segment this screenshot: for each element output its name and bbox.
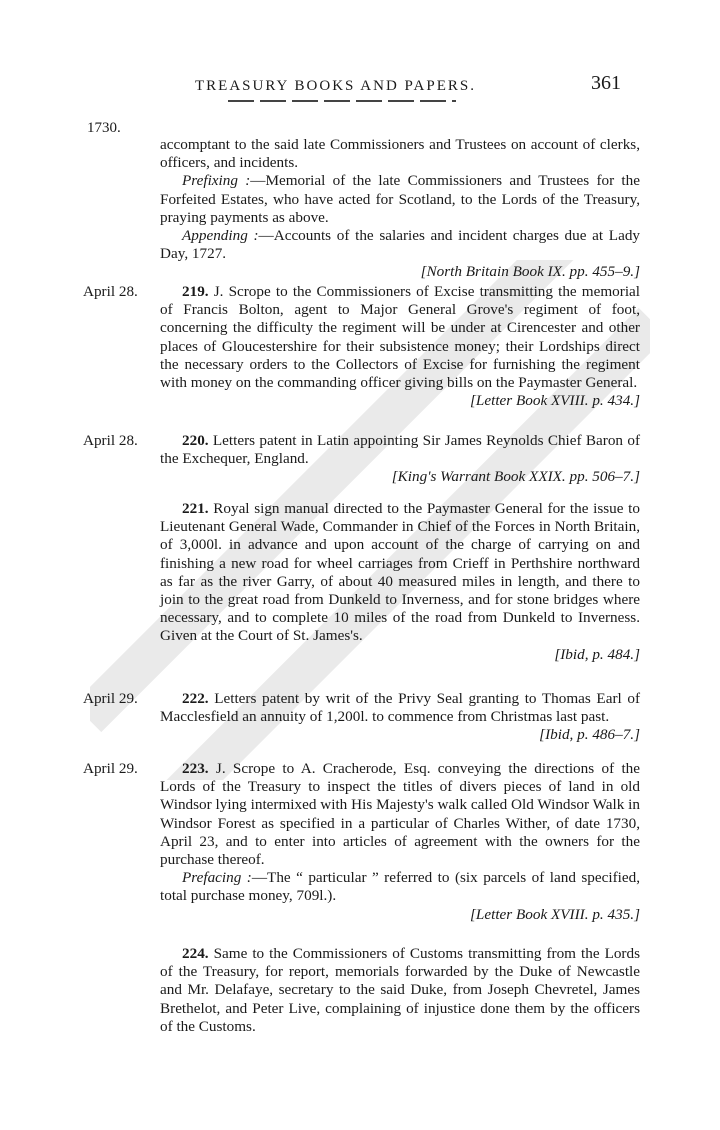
entry-reference: [Letter Book XVIII. p. 434.]: [470, 392, 640, 410]
entry-date: April 28.: [83, 432, 138, 449]
entry-date: April 29.: [83, 760, 138, 777]
entry-number: 220.: [182, 432, 209, 449]
entry-date: April 28.: [83, 283, 138, 300]
entry-text: accomptant to the said late Commissioners and Trustees on account of clerks, officers, and incidents.: [160, 136, 640, 172]
entry-text: Letters patent in Latin appointing Sir James Reynolds Chief Baron of the Exchequer, England.: [160, 432, 640, 468]
entry-number: 223.: [182, 760, 209, 777]
running-title: TREASURY BOOKS AND PAPERS.: [195, 78, 476, 94]
appending-label: Appending :: [182, 227, 259, 245]
entry-text: J. Scrope to the Commissioners of Excise transmitting the memorial of Francis Bolton, agent to Major General Grove's regiment of foot, concerning the difficulty the regiment will be under at Cirencester and other places of Gloucestershire for their subsistence money; their Lordships direct the necessary orders to the Collectors of Excise for furnishing the regiment with money on the commanding officer giving bills on the Paymaster General.: [160, 283, 640, 392]
entry-text: J. Scrope to A. Cracherode, Esq. conveying the directions of the Lords of the Treasury to inspect the titles of divers pieces of land in old Windsor lying intermixed with His Majesty's walk called Old Windsor Walk in Windsor Forest as specified in a particular of Charles Wither, of date 1730, April 23, and to enter into articles of agreement with the owners for the purchase thereof.: [160, 760, 641, 869]
prefacing-paragraph: [160, 869, 640, 905]
entry-date: April 29.: [83, 690, 138, 707]
entry-number: 219.: [182, 283, 209, 300]
entry-reference: [Ibid, p. 484.]: [554, 645, 640, 663]
entry-reference: [King's Warrant Book XXIX. pp. 506–7.]: [391, 468, 640, 486]
entry-220: [160, 432, 640, 487]
appending-paragraph: [160, 227, 640, 263]
entry-221: [160, 500, 640, 664]
entry-text: Letters patent by writ of the Privy Seal granting to Thomas Earl of Macclesfield an annuity of 1,200l. to commence from Christmas last past.: [160, 690, 641, 726]
entry-number: 222.: [182, 690, 209, 707]
page-number: 361: [591, 72, 621, 94]
prefixing-text: —Memorial of the late Commissioners and Trustees for the Forfeited Estates, who have acted for Scotland, to the Lords of the Treasury, praying payments as above.: [160, 172, 640, 226]
header-rule: [228, 100, 456, 102]
entry-219: [160, 283, 640, 410]
prefixing-paragraph: [160, 172, 640, 227]
prefacing-text: —The “ particular ” referred to (six parcels of land specified, total purchase money, 709l.).: [160, 869, 641, 905]
year-margin-note: 1730.: [87, 120, 121, 136]
prefixing-label: Prefixing :: [182, 172, 251, 190]
appending-text: —Accounts of the salaries and incident charges due at Lady Day, 1727.: [160, 227, 641, 263]
entry-text: Royal sign manual directed to the Paymaster General for the issue to Lieutenant General Wade, Commander in Chief of the Forces in North Britain, of 3,000l. in advance and upon account of the charge of carrying on and finishing a new road for wheel carriages from Crieff in Perthshire northward as far as the river Garry, of about 40 measured miles in length, and there to join to the great road from Dunkeld to Inverness, and for stone bridges where necessary, and to complete 10 miles of the road from Dunkeld to Inverness. Given at the Court of St. James's.: [160, 500, 640, 645]
entry-223: [160, 760, 640, 924]
entry-reference: [North Britain Book IX. pp. 455–9.]: [420, 263, 640, 281]
entry-224: [160, 945, 640, 1036]
entry-continuation: [160, 136, 640, 282]
entry-number: 221.: [182, 500, 209, 517]
entry-number: 224.: [182, 945, 209, 962]
entry-reference: [Ibid, p. 486–7.]: [539, 726, 640, 744]
entry-222: [160, 690, 640, 745]
page-header: [0, 70, 720, 100]
entry-text: Same to the Commissioners of Customs transmitting from the Lords of the Treasury, for report, memorials forwarded by the Duke of Newcastle and Mr. Delafaye, secretary to the said Duke, from Joseph Chevretel, James Brethelot, and Peter Live, complaining of injustice done them by the officers of the Customs.: [160, 945, 640, 1035]
prefacing-label: Prefacing :: [182, 869, 252, 887]
entry-reference: [Letter Book XVIII. p. 435.]: [470, 905, 640, 923]
